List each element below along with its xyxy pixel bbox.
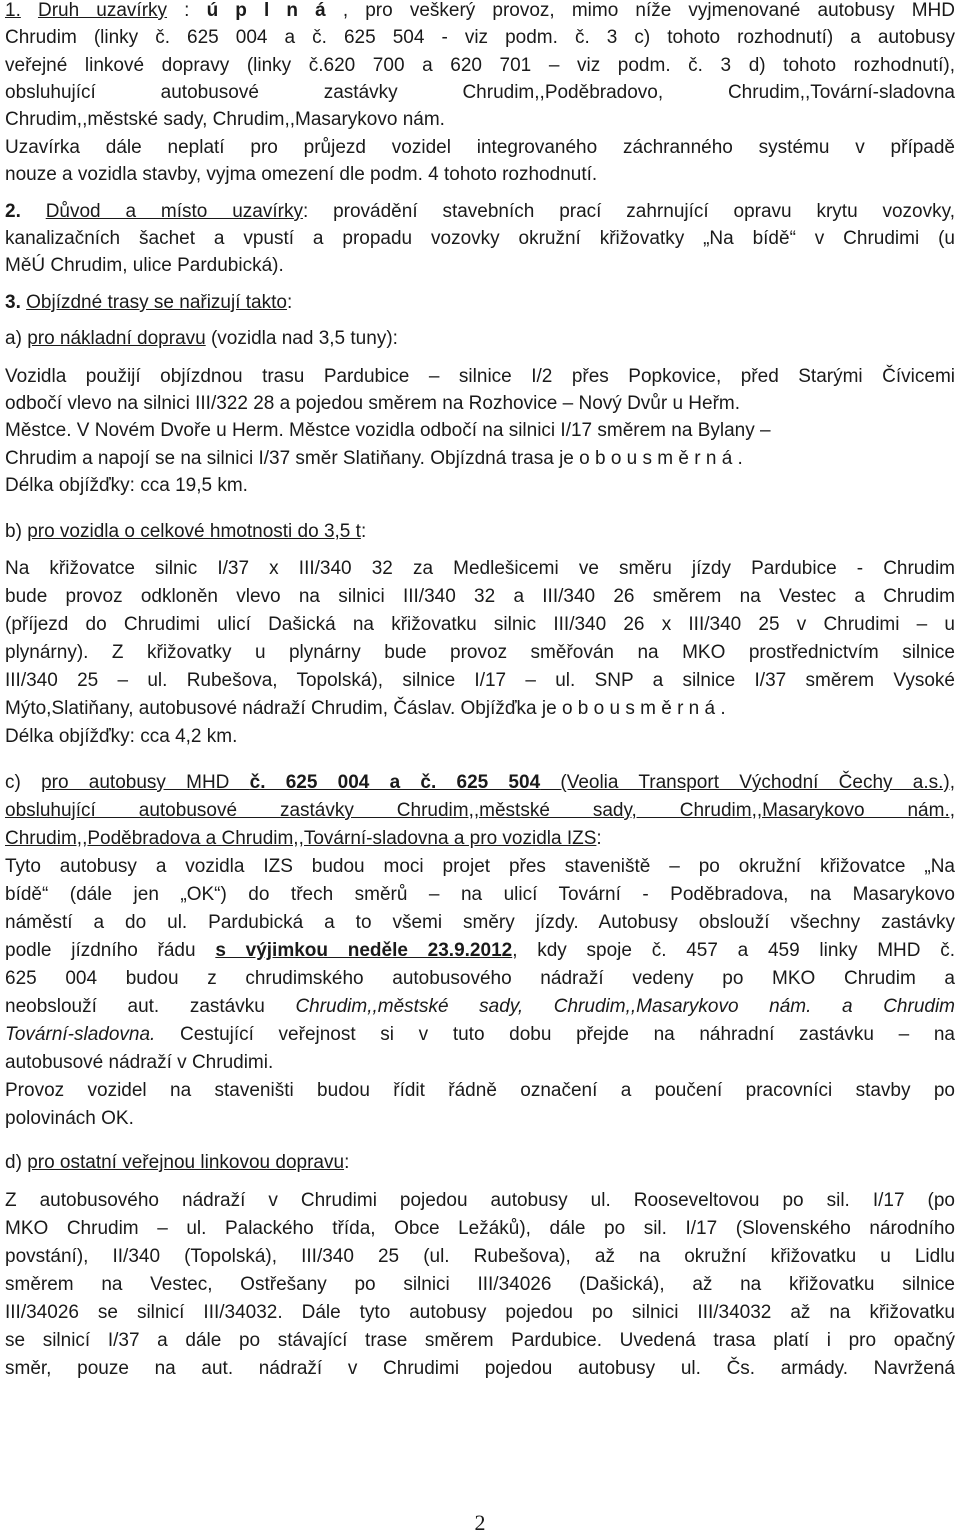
text-line: polovinách OK. [5, 1108, 134, 1129]
text-line: Tyto autobusy a vozidla IZS budou moci projet přes staveniště – po okružní křižovatce „Na [5, 856, 955, 877]
text-line: III/340 25 – ul. Rubešova, Topolská), silnice I/17 – ul. SNP a silnice I/37 směrem Vysoké [5, 670, 955, 691]
text-line: Chrudim,,městské sady, Chrudim,,Masarykovo nám. [5, 109, 445, 130]
text-line: se silnicí I/37 a dále po stávající trase směrem Pardubice. Uvedená trasa platí i pro opačný [5, 1330, 955, 1351]
text-line: bude provoz odkloněn vlevo na silnici III/340 32 a III/340 26 směrem na Vestec a Chrudim [5, 586, 955, 607]
subsection-heading: c) pro autobusy MHD č. 625 004 a č. 625 504 (Veolia Transport Východní Čechy a.s.), [5, 772, 955, 793]
text-line: 625 004 budou z chrudimského autobusového nádraží vedeny po MKO Chrudim a [5, 968, 955, 989]
text-line: obsluhující autobusové zastávky Chrudim,,městské sady, Chrudim,,Masarykovo nám., [5, 800, 955, 821]
text-line: Na křižovatce silnic I/37 x III/340 32 za Medlešicemi ve směru jízdy Pardubice - Chrudim [5, 558, 955, 579]
text-line: povstání), II/340 (Topolská), III/340 25 (ul. Rubešova), až na okružní křižovatku u Lidlu [5, 1246, 955, 1267]
text-line: Vozidla použijí objízdnou trasu Pardubice – silnice I/2 přes Popkovice, před Starými Čívicemi [5, 366, 955, 387]
text-line: Chrudim,,Poděbradova a Chrudim,,Tovární-sladovna a pro vozidla IZS: [5, 828, 602, 849]
text-line: 1. Druh uzavírky : ú p l n á , pro veškerý provoz, mimo níže vyjmenované autobusy MHD [5, 0, 956, 21]
text-line: náměstí a do ul. Pardubická a to všemi směry jízdy. Autobusy obslouží všechny zastávky [5, 912, 955, 933]
text-line: obsluhující autobusové zastávky Chrudim,,Poděbradovo, Chrudim,,Tovární-sladovna [5, 82, 955, 103]
subsection-heading: b) pro vozidla o celkové hmotnosti do 3,5 t: [5, 521, 367, 542]
text-line: MKO Chrudim – ul. Palackého třída, Obce Ležáků), dále po sil. I/17 (Slovenského národního [5, 1218, 955, 1239]
text-line: Provoz vozidel na staveništi budou řídit řádně označení a poučení pracovníci stavby po [5, 1080, 955, 1101]
text-line: Z autobusového nádraží v Chrudimi pojedou autobusy ul. Rooseveltovou po sil. I/17 (po [5, 1190, 955, 1211]
subsection-heading: a) pro nákladní dopravu (vozidla nad 3,5 tuny): [5, 328, 398, 349]
text-line: III/34026 se silnicí III/34032. Dále tyto autobusy pojedou po silnici III/34032 až na křižovatku [5, 1302, 955, 1323]
text-line: směrem na Vestec, Ostřešany po silnici III/34026 (Dašická), až na křižovatku silnice [5, 1274, 955, 1295]
text-line: bídě“ (dále jen „OK“) do třech směrů – na ulicí Tovární - Poděbradova, na Masarykovo [5, 884, 955, 905]
text-line: Mýto,Slatiňany, autobusové nádraží Chrudim, Čáslav. Objížďka je o b o u s m ě r n á . [5, 698, 726, 719]
text-line: Chrudim a napojí se na silnici I/37 směr Slatiňany. Objízdná trasa je o b o u s m ě r n á . [5, 448, 743, 469]
text-line: odbočí vlevo na silnici III/322 28 a pojedou směrem na Rozhovice – Nový Dvůr u Heřm. [5, 393, 741, 414]
text-line: plynárny). Z křižovatky u plynárny bude provoz směřován na MKO prostřednictvím silnice [5, 642, 955, 663]
text-line: Městce. V Novém Dvoře u Herm. Městce vozidla odbočí na silnici I/17 směrem na Bylany – [5, 420, 771, 441]
page-number: 2 [474, 1510, 486, 1535]
text-line: kanalizačních šachet a vpustí a propadu vozovky okružní křižovatky „Na bídě“ v Chrudimi (u [5, 228, 955, 249]
text-line: autobusové nádraží v Chrudimi. [5, 1052, 274, 1073]
section-heading: 3. Objízdné trasy se nařizují takto: [5, 292, 293, 313]
text-line: (příjezd do Chrudimi ulicí Dašická na křižovatku silnic III/340 26 x III/340 25 v Chrudimi – u [5, 614, 955, 635]
text-line: Uzavírka dále neplatí pro průjezd vozidel integrovaného záchranného systému v případě [5, 137, 955, 158]
text-line: Chrudim (linky č. 625 004 a č. 625 504 - viz podm. č. 3 c) tohoto rozhodnutí) a autobusy [5, 27, 955, 48]
text-line: neobslouží aut. zastávku Chrudim,,městské sady, Chrudim,,Masarykovo nám. a Chrudim [5, 996, 955, 1017]
text-line: směr, pouze na aut. nádraží v Chrudimi pojedou autobusy ul. Čs. armády. Navržená [5, 1358, 955, 1379]
subsection-heading: d) pro ostatní veřejnou linkovou dopravu: [5, 1152, 350, 1173]
text-line: Délka objížďky: cca 4,2 km. [5, 726, 238, 747]
text-line: 2. Důvod a místo uzavírky: provádění stavebních prací zahrnující opravu krytu vozovky, [5, 201, 955, 222]
text-line: podle jízdního řádu s výjimkou neděle 23.9.2012, kdy spoje č. 457 a 459 linky MHD č. [5, 940, 955, 961]
text-line: Tovární-sladovna. Cestující veřejnost si v tuto dobu přejde na náhradní zastávku – na [5, 1024, 955, 1045]
text-line: veřejné linkové dopravy (linky č.620 700 a 620 701 – viz podm. č. 3 d) tohoto rozhodnutí), [5, 55, 955, 76]
text-line: Délka objížďky: cca 19,5 km. [5, 475, 248, 496]
text-line: nouze a vozidla stavby, vyjma omezení dle podm. 4 tohoto rozhodnutí. [5, 164, 598, 185]
text-line: MěÚ Chrudim, ulice Pardubická). [5, 255, 284, 276]
